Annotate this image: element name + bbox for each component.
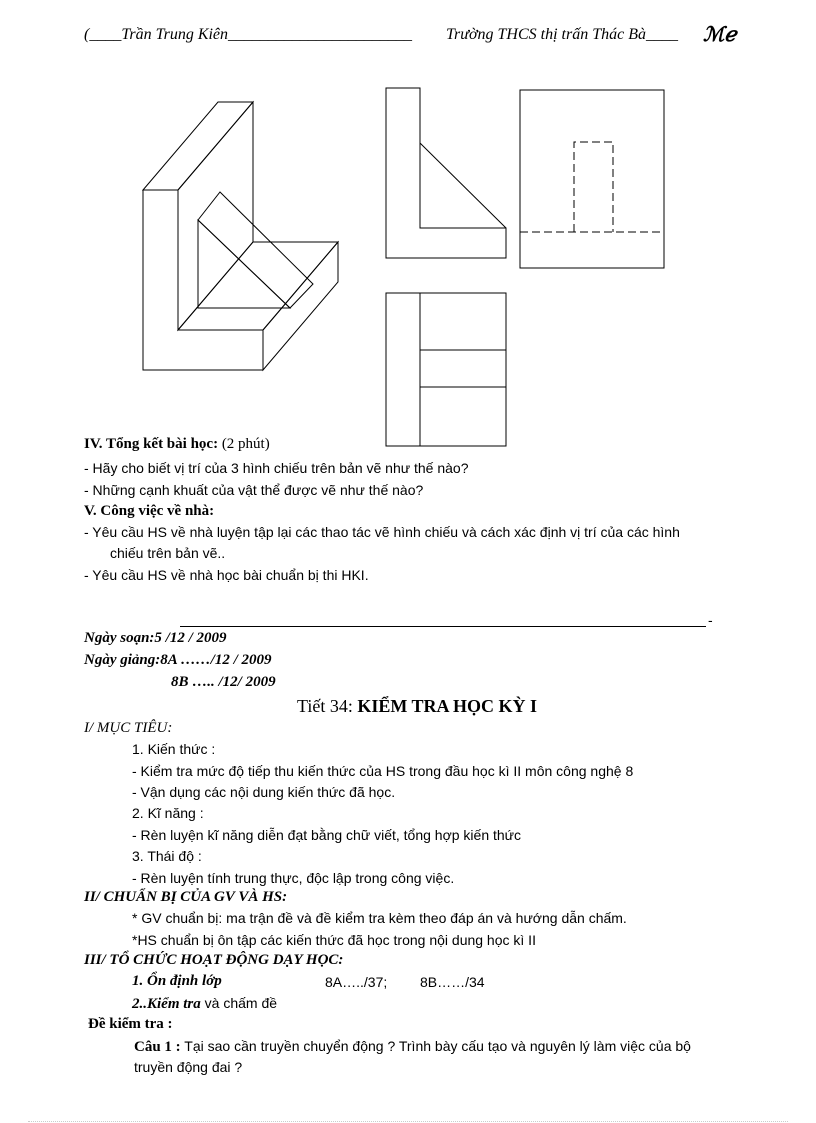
section4-item-2: - Những cạnh khuất của vật thể được vẽ như thế nào?: [84, 482, 424, 498]
header-author: (____Trần Trung Kiên_______________________: [84, 26, 413, 43]
section4-item-1: - Hãy cho biết vị trí của 3 hình chiếu trên bản vẽ như thế nào?: [84, 460, 469, 476]
question-1-line-1: [134, 1038, 691, 1056]
section5-item-1-line-1: - Yêu cầu HS về nhà luyện tập lại các thao tác vẽ hình chiếu và cách xác định vị trí của các hình: [84, 524, 680, 540]
isometric-object: [143, 102, 338, 370]
objectives-heading: I/ MỤC TIÊU:: [84, 720, 173, 736]
prep-gv: * GV chuẩn bị: ma trận đề và đề kiểm tra kèm theo đáp án và hướng dẫn chấm.: [132, 910, 627, 926]
class-8a: 8A…../37;: [325, 974, 388, 990]
technical-drawing: [0, 0, 816, 460]
header-school: Trường THCS thị trấn Thác Bà____: [446, 26, 678, 43]
date-giang: Ngày giảng:8A ……/12 / 2009: [84, 652, 272, 668]
page-bottom-edge: [28, 1121, 788, 1122]
class-8b: 8B……/34: [420, 974, 485, 990]
question-1-label: Câu 1 :: [134, 1039, 181, 1055]
knowledge-label: 1. Kiến thức :: [132, 741, 216, 757]
section5-title: V. Công việc về nhà:: [84, 503, 215, 519]
section4-title: IV. Tổng kết bài học:: [84, 436, 219, 452]
knowledge-item-1: - Kiểm tra mức độ tiếp thu kiến thức của HS trong đầu học kì II môn công nghệ 8: [132, 763, 634, 779]
top-view: [386, 293, 506, 446]
skill-label: 2. Kĩ năng :: [132, 805, 204, 821]
side-view: [520, 90, 664, 268]
header-logo: ℳℯ: [703, 24, 737, 46]
knowledge-item-2: - Vận dụng các nội dung kiến thức đã học.: [132, 784, 396, 800]
date-soan: Ngày soạn:5 /12 / 2009: [84, 630, 227, 646]
lesson-name: KIỂM TRA HỌC KỲ I: [357, 696, 538, 716]
section-divider: [180, 626, 706, 627]
attitude-item-1: - Rèn luyện tính trung thực, độc lập trong công việc.: [132, 870, 455, 886]
front-view: [386, 88, 506, 258]
question-1-line-2: truyền động đai ?: [134, 1059, 243, 1075]
section4-duration: (2 phút): [218, 436, 270, 452]
section5-item-1-line-2: chiếu trên bản vẽ..: [110, 545, 226, 561]
attitude-label: 3. Thái độ :: [132, 848, 202, 864]
date-giang-8b: 8B ….. /12/ 2009: [171, 674, 276, 690]
question-1-text: Tại sao cần truyền chuyển động ? Trình bày cấu tạo và nguyên lý làm việc của bộ: [180, 1038, 691, 1054]
activities-heading: III/ TỔ CHỨC HOẠT ĐỘNG DẠY HỌC:: [84, 952, 344, 968]
lesson-title: [297, 696, 537, 717]
activity-step-2-rest: và chấm đề: [200, 995, 278, 1011]
prep-hs: *HS chuẩn bị ôn tập các kiến thức đã học trong nội dung học kì II: [132, 932, 536, 948]
prep-heading: II/ CHUẨN BỊ CỦA GV VÀ HS:: [84, 889, 288, 905]
section4-heading: [84, 436, 270, 453]
lesson-prefix: Tiết 34:: [297, 696, 358, 716]
divider-tail: -: [708, 612, 713, 628]
activity-step-2-label: 2..Kiểm tra: [132, 996, 201, 1012]
skill-item-1: - Rèn luyện kĩ năng diễn đạt bằng chữ viết, tổng hợp kiến thức: [132, 827, 522, 843]
activity-step-1: 1. Ổn định lớp: [132, 973, 222, 989]
activity-step-2: [132, 995, 277, 1013]
section5-item-2: - Yêu cầu HS về nhà học bài chuẩn bị thi HKI.: [84, 567, 369, 583]
exam-heading: Đề kiểm tra :: [88, 1016, 173, 1032]
